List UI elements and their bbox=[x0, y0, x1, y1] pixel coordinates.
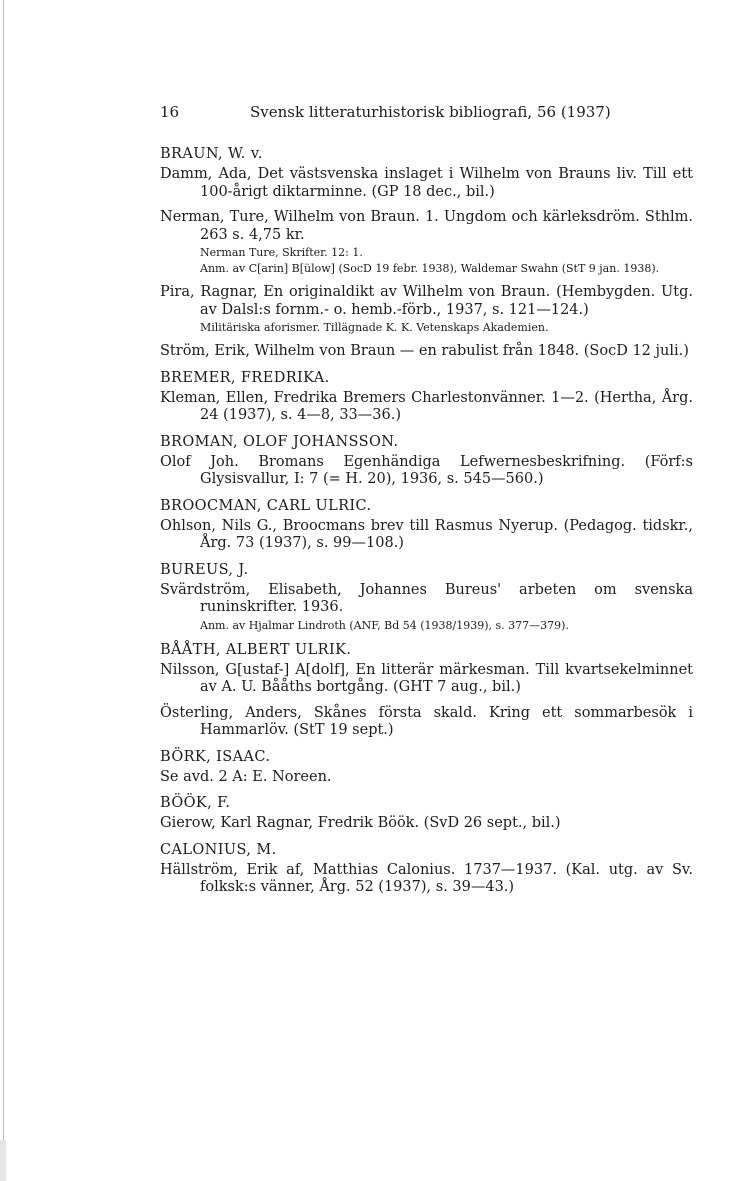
page-number: 16 bbox=[160, 103, 180, 121]
bibliography-section bbox=[160, 841, 693, 897]
bibliography-entry: Ohlson, Nils G., Broocmans brev till Rasmus Nyerup. (Pedagog. tidskr., Årg. 73 (1937), s. 99—108.) bbox=[160, 517, 693, 551]
bibliography-section bbox=[160, 497, 693, 553]
bibliography-entry: Ström, Erik, Wilhelm von Braun — en rabulist från 1848. (SocD 12 juli.) bbox=[160, 343, 689, 359]
bibliography-entry: Se avd. 2 A: E. Noreen. bbox=[160, 768, 332, 785]
section-heading: BÖÖK, F. bbox=[160, 795, 231, 811]
section-heading: BÅÅTH, ALBERT ULRIK. bbox=[160, 641, 352, 658]
entry-note: Anm. av C[arin] B[ülow] (SocD 19 febr. 1938), Waldemar Swahn (StT 9 jan. 1938). bbox=[200, 262, 660, 275]
bibliography-entry: Pira, Ragnar, En originaldikt av Wilhelm von Braun. (Hembygden. Utg. av Dalsl:s fornm.- o. hemb.-förb., 1937, s. 121—124.) bbox=[160, 284, 693, 318]
bibliography-section bbox=[160, 369, 693, 425]
section-heading: BRAUN, W. v. bbox=[160, 146, 263, 162]
bibliography-entry: Gierow, Karl Ragnar, Fredrik Böök. (SvD 26 sept., bil.) bbox=[160, 815, 561, 831]
scan-edge-line bbox=[3, 0, 4, 1181]
bibliography-section bbox=[160, 748, 693, 787]
entry-note: Militäriska aforismer. Tillägnade K. K. Vetenskaps Akademien. bbox=[200, 321, 549, 334]
bibliography-section bbox=[160, 145, 693, 361]
scan-edge-shadow bbox=[0, 1140, 6, 1181]
bibliography-entry: Hällström, Erik af, Matthias Calonius. 1737—1937. (Kal. utg. av Sv. folksk:s vänner, Årg. 52 (1937), s. 39—43.) bbox=[160, 861, 693, 895]
bibliography-section bbox=[160, 641, 693, 740]
section-heading: BROOCMAN, CARL ULRIC. bbox=[160, 497, 372, 514]
bibliography-entry: Nilsson, G[ustaf-] A[dolf], En litterär märkesman. Till kvartsekelminnet av A. U. Bååths bortgång. (GHT 7 aug., bil.) bbox=[160, 661, 693, 695]
entry-note: Anm. av Hjalmar Lindroth (ANF, Bd 54 (1938/1939), s. 377—379). bbox=[200, 618, 569, 632]
bibliography-entry: Österling, Anders, Skånes första skald. Kring ett sommarbesök i Hammarlöv. (StT 19 sept.) bbox=[160, 704, 693, 738]
bibliography-entry: Olof Joh. Bromans Egenhändiga Lefwernesbeskrifning. (Förf:s Glysisvallur, I: 7 (= H. 20), 1936, s. 545—560.) bbox=[160, 453, 693, 487]
running-title: Svensk litteraturhistorisk bibliografi, 56 (1937) bbox=[250, 103, 611, 121]
section-heading: BUREUS, J. bbox=[160, 561, 249, 578]
section-heading: BREMER, FREDRIKA. bbox=[160, 369, 330, 386]
bibliography-section bbox=[160, 561, 693, 633]
section-heading: BROMAN, OLOF JOHANSSON. bbox=[160, 433, 399, 450]
bibliography-entry: Svärdström, Elisabeth, Johannes Bureus' arbeten om svenska runinskrifter. 1936. bbox=[160, 581, 693, 615]
bibliography-entry: Nerman, Ture, Wilhelm von Braun. 1. Ungdom och kärleksdröm. Sthlm. 263 s. 4,75 kr. bbox=[160, 209, 693, 243]
bibliography-entry: Kleman, Ellen, Fredrika Bremers Charlestonvänner. 1—2. (Hertha, Årg. 24 (1937), s. 4—8, 33—36.) bbox=[160, 389, 693, 423]
bibliography-section bbox=[160, 794, 693, 833]
section-heading: CALONIUS, M. bbox=[160, 841, 277, 858]
entry-note: Nerman Ture, Skrifter. 12: 1. bbox=[200, 246, 363, 259]
bibliography-entry: Damm, Ada, Det västsvenska inslaget i Wilhelm von Brauns liv. Till ett 100-årigt diktarminne. (GP 18 dec., bil.) bbox=[160, 166, 693, 200]
section-heading: BÖRK, ISAAC. bbox=[160, 748, 271, 765]
page-header bbox=[160, 103, 700, 125]
bibliography-section bbox=[160, 433, 693, 489]
bibliography-content bbox=[160, 145, 693, 905]
